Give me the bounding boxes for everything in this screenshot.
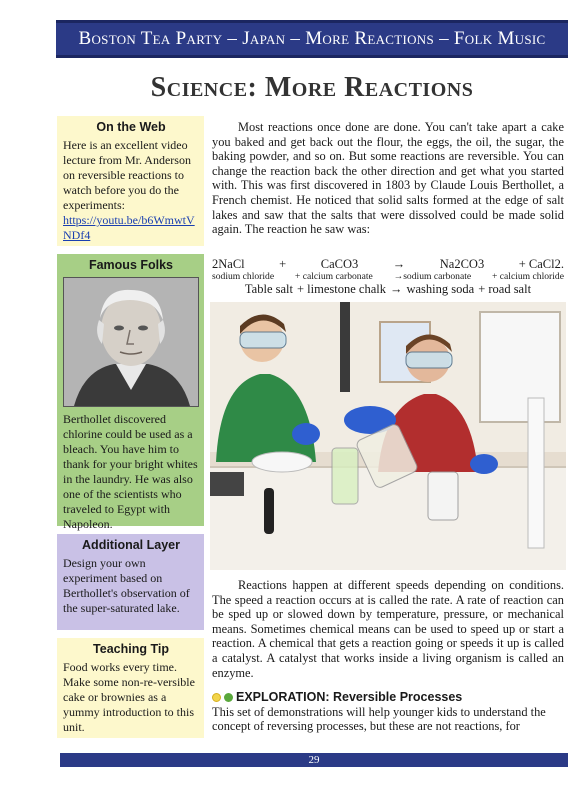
reaction-name: + calcium carbonate xyxy=(294,271,373,282)
reaction-names-row xyxy=(212,271,564,282)
page-number: 29 xyxy=(60,753,568,767)
exploration-section xyxy=(212,690,568,734)
famous-folks-text: Berthollet discovered chlorine could be used as a bleach. You have him to thank for your bright whites in the laundry. He was also one of the scientists who traveled to Egypt with Napoleon. xyxy=(63,412,198,531)
teaching-tip-box xyxy=(57,638,204,738)
on-the-web-box xyxy=(57,116,204,246)
on-the-web-heading: On the Web xyxy=(96,120,166,134)
additional-layer-box xyxy=(57,534,204,630)
rates-paragraph: Reactions happen at different speeds depending on conditions. The speed a reaction occurs at is called the rate. A rate of reaction can be sped up or slowed down by temperature, pressure, or mechanical means. Sometimes chemical means can be used to speed up or start a reaction. A chemical that gets a reaction going or speeds it up is called a catalyst. A catalyst that works inside a living organism is called an enzyme. xyxy=(212,578,564,680)
reaction-common: Table salt xyxy=(244,282,293,296)
reaction-term: CaCO3 xyxy=(320,257,359,271)
reaction-name: →sodium carbonate xyxy=(393,271,472,282)
reaction-term: 2NaCl xyxy=(212,257,245,271)
reaction-term: + CaCl2. xyxy=(518,257,564,271)
teaching-tip-heading: Teaching Tip xyxy=(93,642,169,656)
chapter-banner: Boston Tea Party – Japan – More Reactions – Folk Music xyxy=(56,20,568,58)
reaction-equation xyxy=(212,257,564,296)
additional-layer-text: Design your own experiment based on Berthollet's observation of the super-saturated lake. xyxy=(63,556,190,615)
video-link[interactable]: https://youtu.be/b6WmwtVNDf4 xyxy=(63,213,195,242)
reaction-name: sodium chloride xyxy=(212,271,275,282)
reaction-formula-row xyxy=(212,257,564,271)
reaction-common: washing soda xyxy=(406,282,475,296)
green-circle-icon xyxy=(224,693,233,702)
berthollet-portrait xyxy=(63,277,199,407)
on-the-web-text: Here is an excellent video lecture from Mr. Anderson on reversible reactions to watch before you do the experiments: xyxy=(63,138,191,212)
reaction-common: → xyxy=(389,282,403,296)
additional-layer-heading: Additional Layer xyxy=(82,538,180,552)
reaction-common: + limestone chalk xyxy=(297,282,386,296)
teaching-tip-text: Food works every time. Make some non-re-versible cake or brownies as a yummy introduction to this unit. xyxy=(63,660,195,734)
exploration-heading-row xyxy=(212,690,568,705)
sun-icon xyxy=(212,693,221,702)
famous-folks-heading: Famous Folks xyxy=(88,258,174,272)
exploration-text: This set of demonstrations will help younger kids to understand the concept of reversing processes, but these are not reactions, for xyxy=(212,704,546,734)
reaction-common-row xyxy=(212,282,564,296)
reaction-term: Na2CO3 xyxy=(439,257,485,271)
reaction-name: + calcium chloride xyxy=(491,271,564,282)
reaction-term: → xyxy=(392,257,406,271)
reaction-common: + road salt xyxy=(478,282,532,296)
page-title: Science: More Reactions xyxy=(150,72,474,103)
intro-paragraph: Most reactions once done are done. You can't take apart a cake you baked and get back out the flour, the eggs, the oil, the sugar, the baking powder, and so on. But some reactions are reversible. You can change the reaction back the other direction and get what you started with. This was first discovered in 1803 by Claude Louis Berthollet, a French chemist. He noticed that solid salts formed at the edge of salt lakes and saw that the salts that were dissolved could be made solid again. The reaction he saw was: xyxy=(212,120,564,237)
reaction-term: + xyxy=(279,257,287,271)
experiment-photo xyxy=(210,302,566,570)
exploration-heading: EXPLORATION: Reversible Processes xyxy=(236,690,463,704)
famous-folks-box xyxy=(57,254,204,531)
